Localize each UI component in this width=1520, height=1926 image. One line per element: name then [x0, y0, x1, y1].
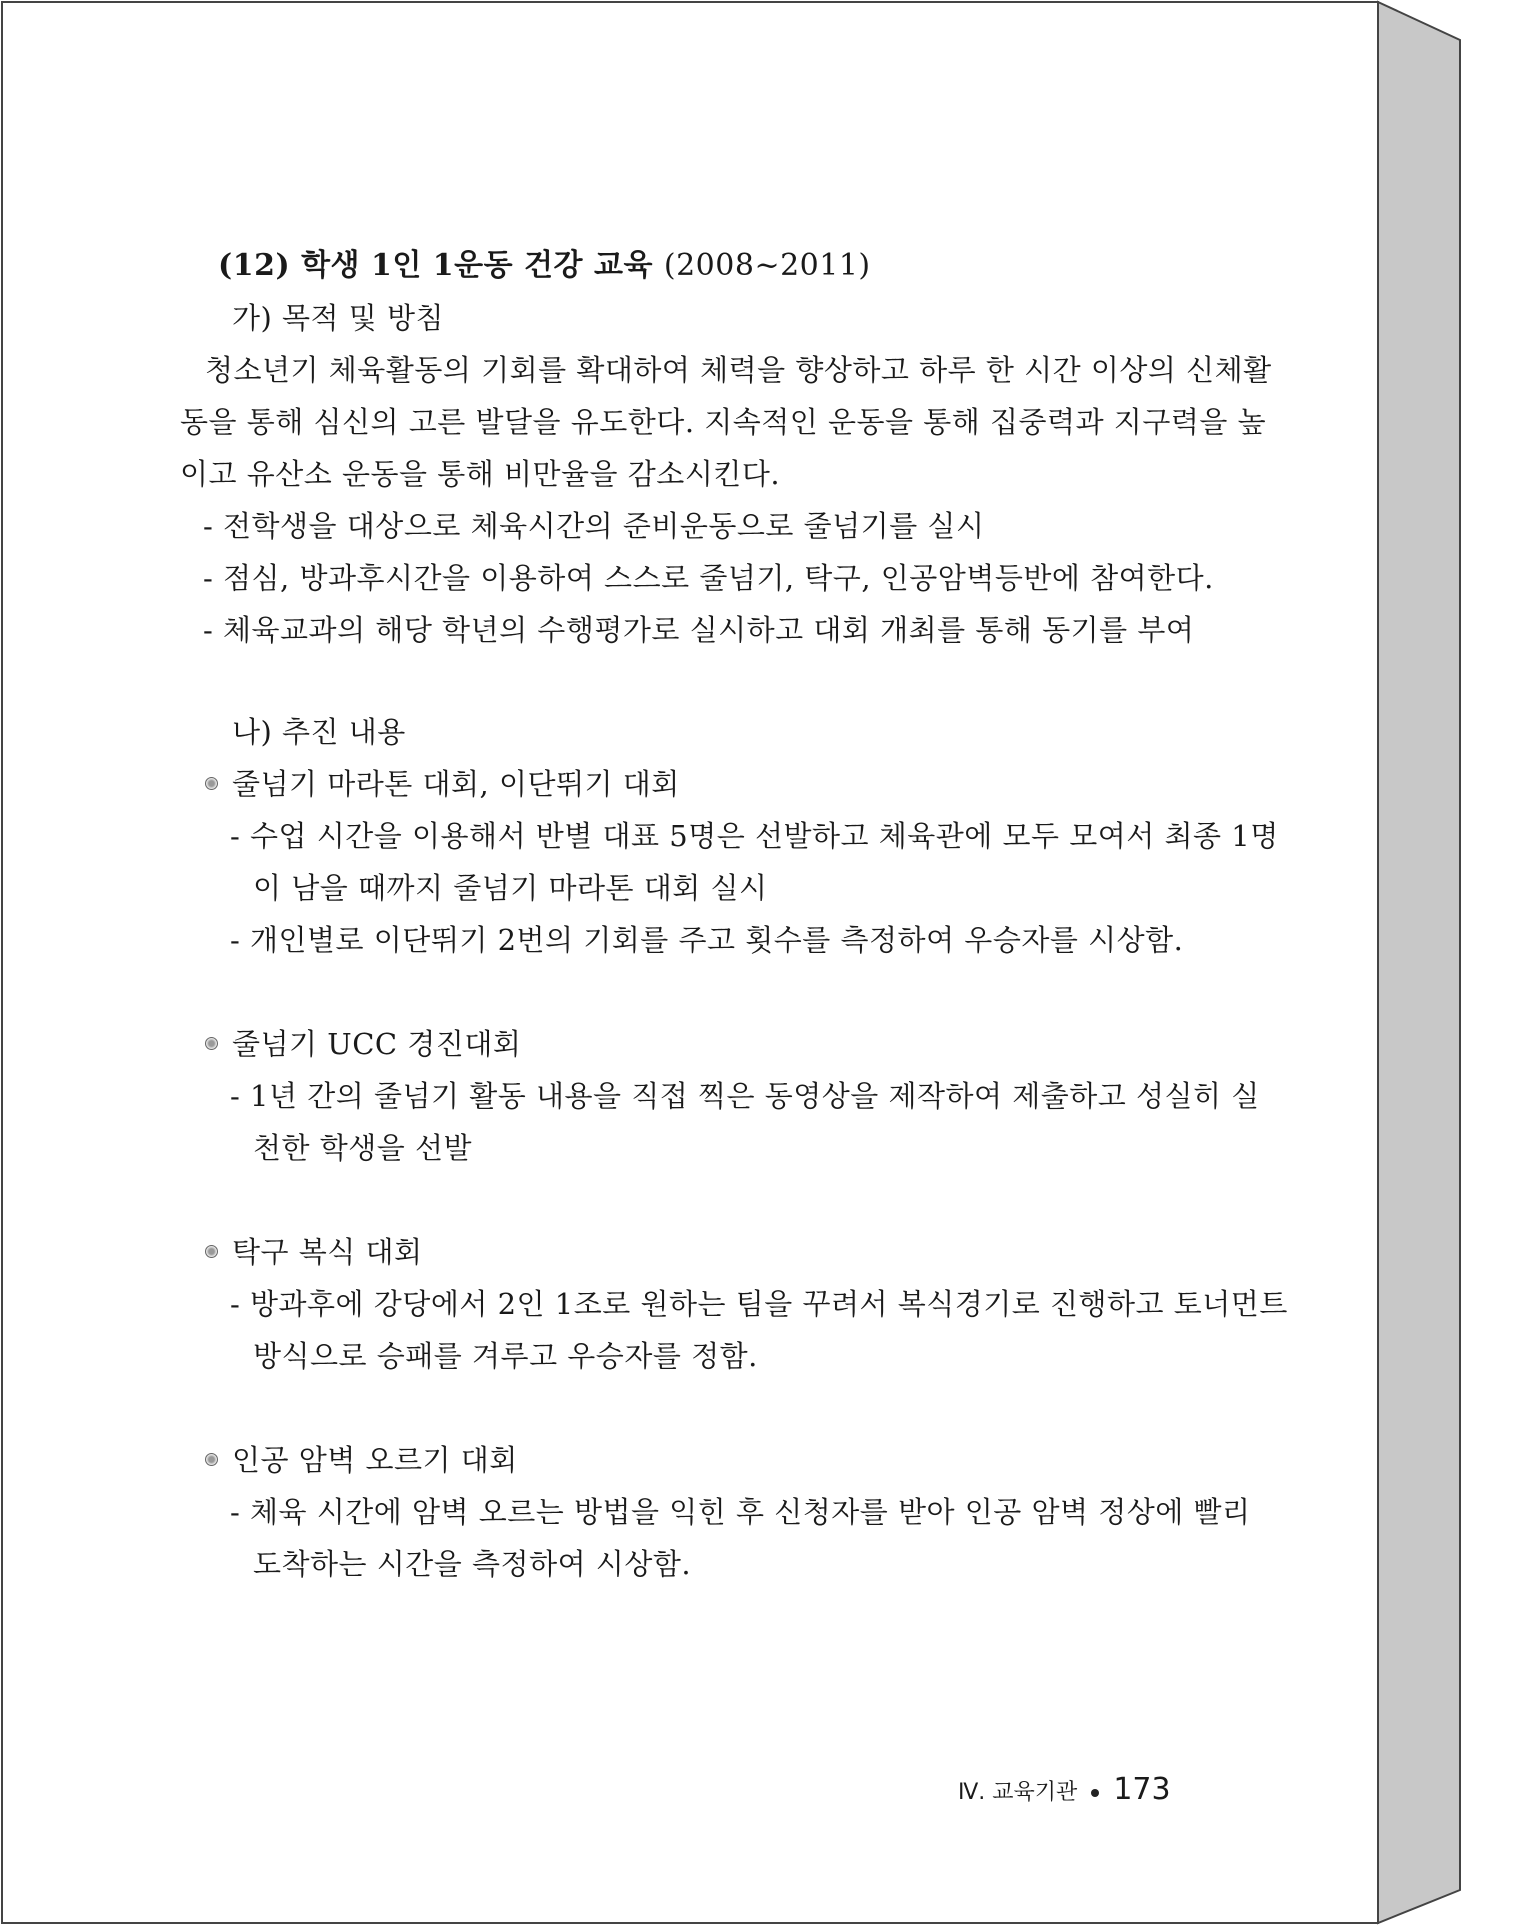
purpose-para-line-3: 이고 유산소 운동을 통해 비만율을 감소시킨다.	[180, 457, 781, 491]
book-side-edge	[1378, 2, 1460, 1923]
subheading-contents: 나) 추진 내용	[232, 715, 406, 749]
section-heading-main: (12) 학생 1인 1운동 건강 교육	[218, 248, 653, 283]
subheading-purpose: 가) 목적 및 방침	[232, 301, 445, 335]
purpose-para-line-2: 동을 통해 심신의 고른 발달을 유도한다. 지속적인 운동을 통해 집중력과 지구력을 높	[180, 405, 1267, 439]
item-title-text: 줄넘기 마라톤 대회, 이단뛰기 대회	[232, 767, 680, 801]
page-footer	[958, 1772, 1171, 1807]
item-line: 방식으로 승패를 겨루고 우승자를 정함.	[253, 1339, 758, 1373]
policy-item-3: - 체육교과의 해당 학년의 수행평가로 실시하고 대회 개최를 통해 동기를 부여	[203, 613, 1195, 647]
item-line: - 체육 시간에 암벽 오르는 방법을 익힌 후 신청자를 받아 인공 암벽 정상에 빨리	[230, 1495, 1251, 1529]
item-title-text: 인공 암벽 오르기 대회	[232, 1443, 518, 1477]
bullet-icon	[205, 1245, 218, 1258]
item-line: 천한 학생을 선발	[253, 1131, 473, 1165]
bullet-icon	[205, 1037, 218, 1050]
footer-chapter: Ⅳ. 교육기관	[958, 1780, 1078, 1805]
section-heading	[218, 248, 871, 284]
policy-item-2: - 점심, 방과후시간을 이용하여 스스로 줄넘기, 탁구, 인공암벽등반에 참여한다.	[203, 561, 1214, 595]
item-title-text: 탁구 복식 대회	[232, 1235, 423, 1269]
purpose-para-line-1: 청소년기 체육활동의 기회를 확대하여 체력을 향상하고 하루 한 시간 이상의 신체활	[205, 353, 1272, 387]
policy-item-1: - 전학생을 대상으로 체육시간의 준비운동으로 줄넘기를 실시	[203, 509, 985, 543]
item-line: - 방과후에 강당에서 2인 1조로 원하는 팀을 꾸려서 복식경기로 진행하고 토너먼트	[230, 1287, 1288, 1321]
item-line: - 수업 시간을 이용해서 반별 대표 5명은 선발하고 체육관에 모두 모여서 최종 1명	[230, 819, 1279, 853]
item-title-jumprope-marathon	[205, 766, 680, 802]
item-title-ucc-contest	[205, 1026, 521, 1062]
item-title-table-tennis	[205, 1234, 423, 1270]
item-line: 이 남을 때까지 줄넘기 마라톤 대회 실시	[253, 871, 768, 905]
footer-dot-icon	[1091, 1789, 1099, 1797]
item-line: - 1년 간의 줄넘기 활동 내용을 직접 찍은 동영상을 제작하여 제출하고 성실히 실	[230, 1079, 1260, 1113]
section-heading-year: (2008~2011)	[663, 248, 871, 283]
item-title-climbing	[205, 1442, 518, 1478]
bullet-icon	[205, 777, 218, 790]
page-number: 173	[1113, 1772, 1171, 1807]
item-title-text: 줄넘기 UCC 경진대회	[232, 1027, 522, 1061]
item-line: 도착하는 시간을 측정하여 시상함.	[253, 1547, 692, 1581]
bullet-icon	[205, 1453, 218, 1466]
item-line: - 개인별로 이단뛰기 2번의 기회를 주고 횟수를 측정하여 우승자를 시상함.	[230, 923, 1184, 957]
